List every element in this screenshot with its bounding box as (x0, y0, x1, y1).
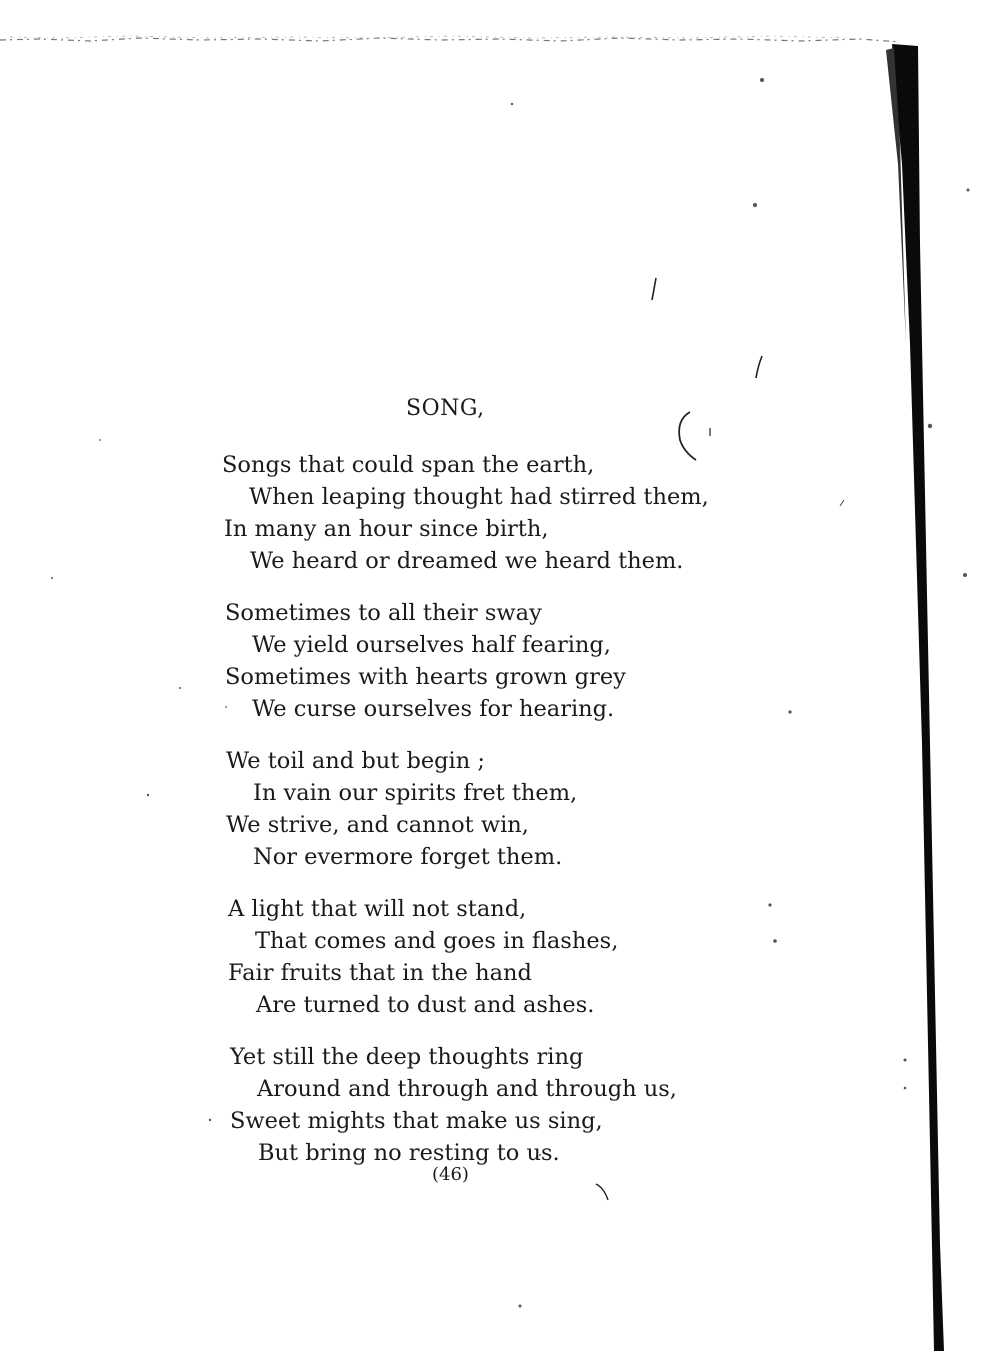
poem-line: We curse ourselves for hearing. (252, 696, 615, 722)
poem-line: Are turned to dust and ashes. (256, 992, 595, 1018)
poem-line: Sometimes with hearts grown grey (225, 664, 626, 690)
poem-line: In many an hour since birth, (224, 516, 549, 542)
poem-title: SONG, (406, 396, 485, 421)
poem-line: Sometimes to all their sway (225, 600, 542, 626)
poem-line: Nor evermore forget them. (253, 844, 563, 870)
poem-line: But bring no resting to us. (258, 1140, 560, 1166)
poem-line: A light that will not stand, (228, 896, 527, 922)
poem-line: We toil and but begin ; (226, 748, 485, 774)
poem-line: Songs that could span the earth, (222, 452, 595, 478)
poem-line: We strive, and cannot win, (226, 812, 529, 838)
page-number: (46) (432, 1164, 469, 1185)
poem-line: Sweet mights that make us sing, (230, 1108, 603, 1134)
poem-line: When leaping thought had stirred them, (249, 484, 709, 510)
poem-line: That comes and goes in flashes, (255, 928, 619, 954)
poem-line: Around and through and through us, (257, 1076, 677, 1102)
poem-line: We yield ourselves half fearing, (252, 632, 611, 658)
poem-line: In vain our spirits fret them, (253, 780, 578, 806)
poem-line: We heard or dreamed we heard them. (250, 548, 684, 574)
poem-line: Yet still the deep thoughts ring (230, 1044, 584, 1070)
poem-line: Fair fruits that in the hand (228, 960, 532, 986)
